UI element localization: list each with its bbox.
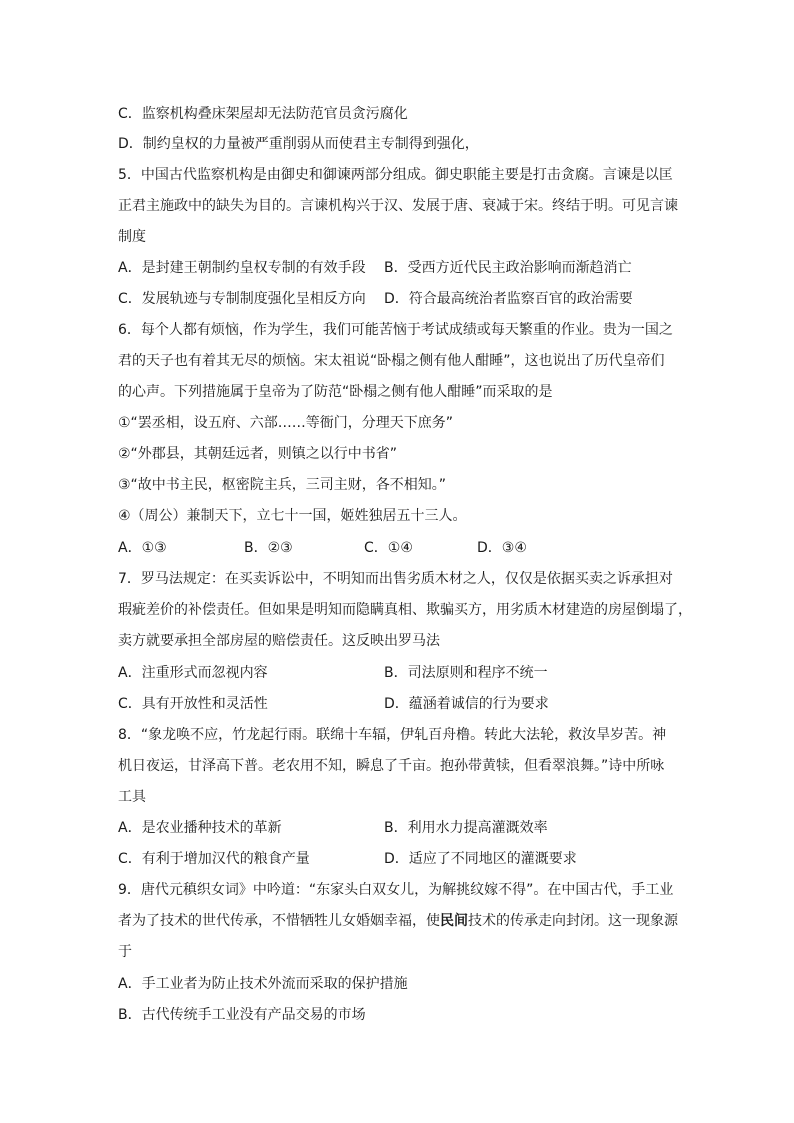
q6-item-2: ②“外郡县，其朝廷远者，则镇之以行中书省” bbox=[118, 446, 398, 462]
q8-stem-line-2: 机日夜运，甘泽高下普。老农用不知，瞬息了千亩。抱孙带黄犊，但看翠浪舞。”诗中所咏 bbox=[118, 758, 665, 774]
q6-item-3: ③“故中书主民，枢密院主兵，三司主财，各不相知。” bbox=[118, 477, 447, 493]
q5-option-b: B．受西方近代民主政治影响而渐趋消亡 bbox=[384, 260, 632, 276]
q4-option-c: C．监察机构叠床架屋却无法防范官员贪污腐化 bbox=[118, 106, 408, 122]
q6-option-a: A．①③ bbox=[118, 540, 167, 556]
q5-option-c: C．发展轨迹与专制制度强化呈相反方向 bbox=[118, 291, 366, 307]
q9-stem-line-2-emphasis: 民间 bbox=[440, 913, 468, 929]
q6-option-c: C．①④ bbox=[364, 540, 413, 556]
q8-stem-line-3: 工具 bbox=[118, 789, 146, 805]
q7-stem-line-1: 7．罗马法规定：在买卖诉讼中，不明知而出售劣质木材之人，仅仅是依据买卖之诉承担对 bbox=[118, 571, 673, 587]
q4-option-d: D．制约皇权的力量被严重削弱从而使君主专制得到强化， bbox=[118, 136, 479, 152]
q7-option-d: D．蕴涵着诚信的行为要求 bbox=[384, 696, 549, 712]
q7-option-b: B．司法原则和程序不统一 bbox=[384, 665, 548, 681]
q8-option-d: D．适应了不同地区的灌溉要求 bbox=[384, 851, 577, 867]
q5-stem-line-3: 制度 bbox=[118, 229, 146, 245]
q9-stem-line-2 bbox=[118, 911, 678, 931]
q6-option-d: D．③④ bbox=[477, 540, 527, 556]
q5-option-a: A．是封建王朝制约皇权专制的有效手段 bbox=[118, 260, 366, 276]
q9-stem-line-1: 9．唐代元稹织女词》中吟道：“东家头白双女儿，为解挑纹嫁不得”。在中国古代，手工业 bbox=[118, 882, 674, 898]
q8-option-c: C．有利于增加汉代的粮食产量 bbox=[118, 851, 310, 867]
q9-stem-line-2-pre: 者为了技术的世代传承，不惜牺牲儿女婚姻幸福，使 bbox=[118, 913, 440, 929]
q7-stem-line-2: 瑕疵差价的补偿责任。但如果是明知而隐瞒真相、欺骗买方，用劣质木材建造的房屋倒塌了， bbox=[118, 602, 692, 618]
q9-option-b: B．古代传统手工业没有产品交易的市场 bbox=[118, 1007, 366, 1023]
q5-stem-line-1: 5．中国古代监察机构是由御史和御谏两部分组成。御史职能主要是打击贪腐。言谏是以匡 bbox=[118, 167, 673, 183]
q7-option-c: C．具有开放性和灵活性 bbox=[118, 696, 268, 712]
q6-option-b: B．②③ bbox=[244, 540, 293, 556]
q8-stem-line-1: 8．“象龙唤不应，竹龙起行雨。联绵十车辐，伊轧百舟橹。转此大法轮，救汝旱岁苦。神 bbox=[118, 727, 667, 743]
q6-stem-line-2: 君的天子也有着其无尽的烦恼。宋太祖说“卧榻之侧有他人酣睡”，这也说出了历代皇帝们 bbox=[118, 353, 665, 369]
q6-item-1: ①“罢丞相，设五府、六部……等衙门，分理天下庶务” bbox=[118, 415, 454, 431]
q9-stem-line-2-post: 技术的传承走向封闭。这一现象源 bbox=[468, 913, 678, 929]
q8-option-a: A．是农业播种技术的革新 bbox=[118, 820, 282, 836]
q9-option-a: A．手工业者为防止技术外流而采取的保护措施 bbox=[118, 976, 408, 992]
q6-item-4: ④（周公）兼制天下，立七十一国，姬姓独居五十三人。 bbox=[118, 508, 467, 524]
q5-stem-line-2: 正君主施政中的缺失为目的。言谏机构兴于汉、发展于唐、衰减于宋。终结于明。可见言谏 bbox=[118, 198, 678, 214]
q6-stem-line-3: 的心声。下列措施属于皇帝为了防范“卧榻之侧有他人酣睡”而采取的是 bbox=[118, 384, 553, 400]
q8-option-b: B．利用水力提高灌溉效率 bbox=[384, 820, 548, 836]
q7-stem-line-3: 卖方就要承担全部房屋的赔偿责任。这反映出罗马法 bbox=[118, 633, 440, 649]
q9-stem-line-3: 于 bbox=[118, 944, 132, 960]
q6-stem-line-1: 6．每个人都有烦恼，作为学生，我们可能苦恼于考试成绩或每天繁重的作业。贵为一国之 bbox=[118, 322, 673, 338]
q5-option-d: D．符合最高统治者监察百官的政治需要 bbox=[384, 291, 633, 307]
q7-option-a: A．注重形式而忽视内容 bbox=[118, 665, 268, 681]
